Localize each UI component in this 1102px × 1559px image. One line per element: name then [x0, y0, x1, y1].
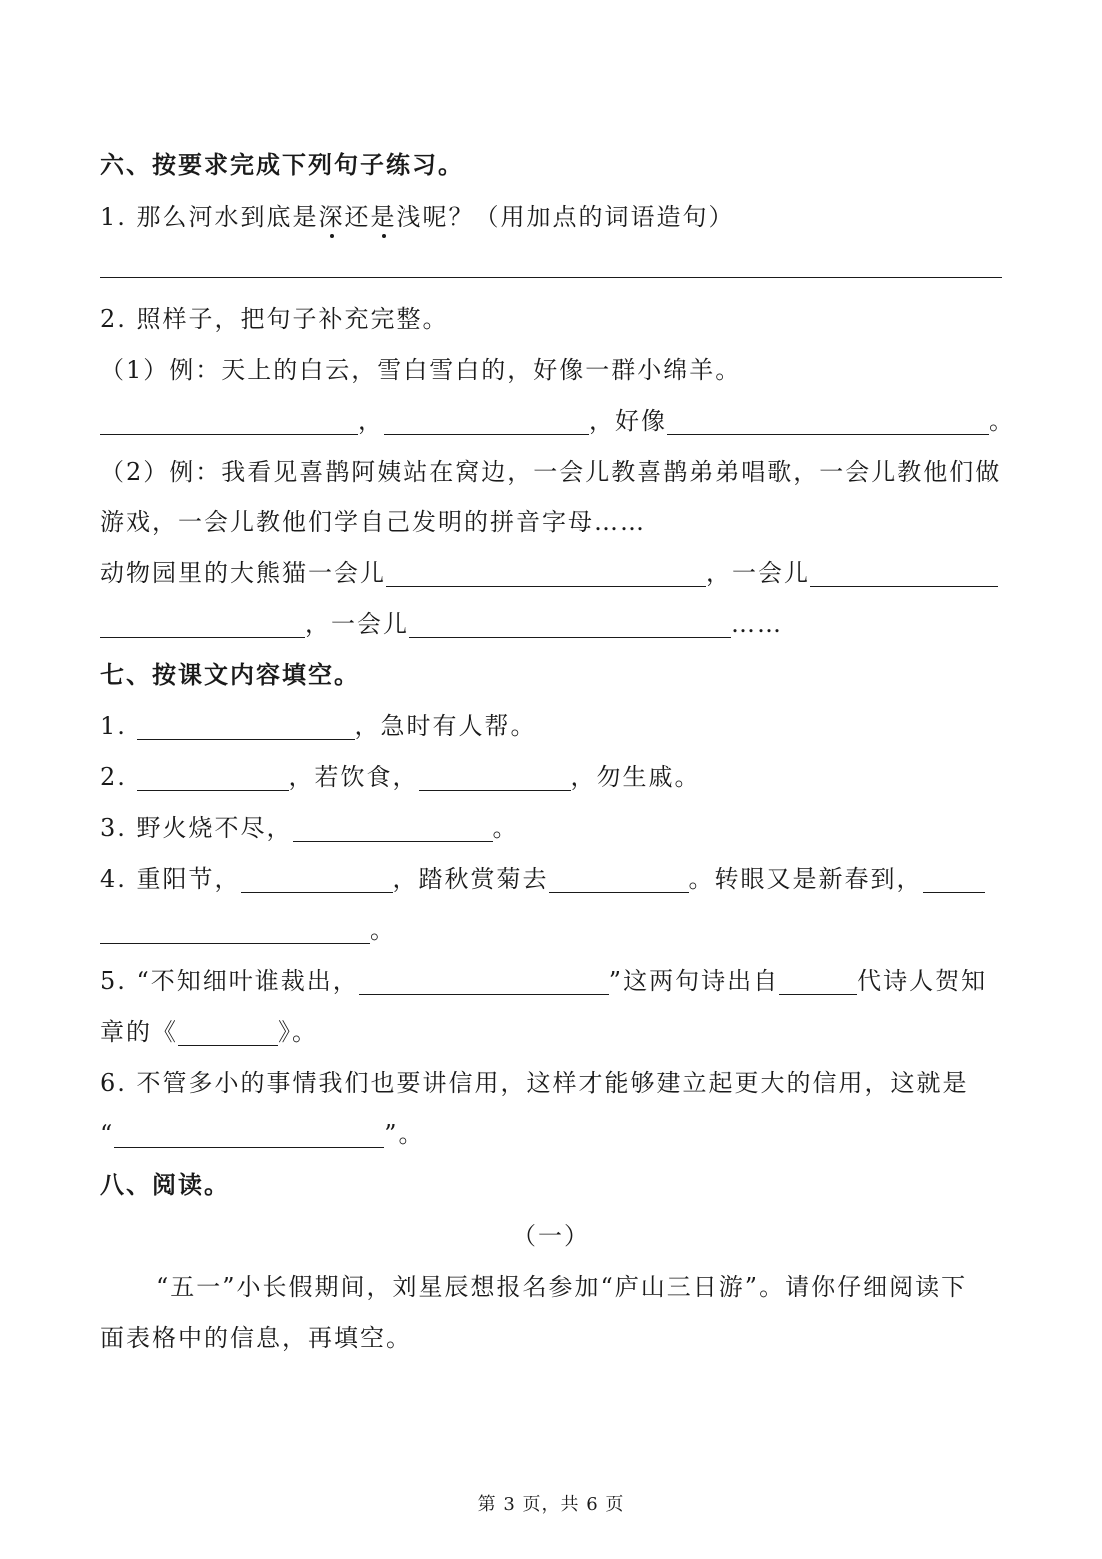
s7-q5-line2-pre: 章的《: [100, 1018, 178, 1046]
blank-input[interactable]: [923, 866, 985, 893]
section8-subheading: （一）: [512, 1222, 590, 1250]
s6-q2-2-example-line2: 游戏，一会儿教他们学自己发明的拼音字母……: [100, 508, 646, 536]
s7-q2-end: ，勿生戚。: [570, 763, 701, 791]
blank-input[interactable]: [384, 408, 589, 435]
s6-q2-2-fill-mid: ，一会儿: [706, 559, 810, 587]
s6-q1-answer-line[interactable]: [100, 277, 1002, 278]
blank-input[interactable]: [667, 408, 989, 435]
s6-q2-2-fill-line2: [100, 607, 1002, 641]
section7-heading: 七、按课文内容填空。: [100, 660, 360, 689]
s6-q2-1-end: 。: [989, 407, 1015, 435]
s7-q2: [100, 760, 1002, 794]
blank-input[interactable]: [137, 764, 289, 791]
s6-q2-2-fill-line1: [100, 556, 1002, 590]
blank-input[interactable]: [100, 408, 358, 435]
section8-para-line2: 面表格中的信息，再填空。: [100, 1324, 412, 1352]
section6-heading: 六、按要求完成下列句子练习。: [100, 150, 464, 179]
blank-input[interactable]: [137, 713, 355, 740]
s7-q2-num: 2.: [100, 763, 127, 791]
page-footer: 第 3 页，共 6 页: [477, 1494, 625, 1515]
s6-q1: [100, 200, 1002, 234]
s7-q5-pre: 5. “不知细叶谁裁出，: [100, 967, 359, 995]
s7-q2-mid: ，若饮食，: [288, 763, 419, 791]
s6-q1-dotted-word: 是: [371, 200, 397, 234]
s6-q1-pre: 1. 那么河水到底是: [100, 203, 319, 231]
s7-q5-line1: [100, 964, 1002, 998]
s7-q3: [100, 811, 1002, 845]
blank-input[interactable]: [100, 611, 305, 638]
s7-q4-pre: 4. 重阳节，: [100, 865, 241, 893]
s6-q2-1-sep1: ，: [358, 407, 384, 435]
s6-q2-2-fill-end: ……: [731, 610, 783, 638]
s7-q5-mid2: 代诗人贺知: [857, 967, 988, 995]
blank-input[interactable]: [549, 866, 689, 893]
s6-q2-title: 2. 照样子，把句子补充完整。: [100, 305, 449, 333]
s6-q1-mid: 浅: [396, 203, 423, 231]
s7-q4-mid2: 。转眼又是新春到，: [688, 865, 923, 893]
s7-q6-open-quote: “: [100, 1120, 115, 1148]
section8-heading: 八、阅读。: [100, 1170, 230, 1199]
s6-q2-2-fill-mid2: ，一会儿: [305, 610, 409, 638]
s6-q2-1-example: （1）例：天上的白云，雪白雪白的，好像一群小绵羊。: [100, 356, 742, 384]
s6-q1-post: 呢？（用加点的词语造句）: [422, 203, 735, 231]
s7-q5-line2: [100, 1015, 1002, 1049]
blank-input[interactable]: [419, 764, 571, 791]
s6-q2-2-example-line1: （2）例：我看见喜鹊阿姨站在窝边，一会儿教喜鹊弟弟唱歌，一会儿教他们做: [100, 458, 1002, 486]
s7-q6-line1: 6. 不管多小的事情我们也要讲信用，这样才能够建立起更大的信用，这就是: [100, 1069, 969, 1097]
s7-q1-text: ，急时有人帮。: [354, 712, 537, 740]
blank-input[interactable]: [114, 1121, 384, 1148]
s6-q2-1-sep2: ，好像: [589, 407, 667, 435]
s7-q4-mid: ，踏秋赏菊去: [392, 865, 549, 893]
s7-q4-end: 。: [370, 916, 396, 944]
s6-q1-dotted-word: 深: [319, 200, 345, 234]
blank-input[interactable]: [810, 560, 998, 587]
s7-q5-mid: ”这两句诗出自: [608, 967, 780, 995]
blank-input[interactable]: [359, 968, 609, 995]
blank-input[interactable]: [293, 815, 493, 842]
blank-input[interactable]: [779, 968, 857, 995]
s7-q3-pre: 3. 野火烧不尽，: [100, 814, 293, 842]
s7-q4-line2: [100, 913, 1002, 947]
s7-q4-line1: [100, 862, 1002, 896]
blank-input[interactable]: [100, 917, 370, 944]
s7-q5-line2-end: 》。: [278, 1018, 318, 1046]
blank-input[interactable]: [386, 560, 706, 587]
s7-q6-close-quote: ”。: [384, 1120, 425, 1148]
s7-q1-num: 1.: [100, 712, 127, 740]
section8-para-line1: “五一”小长假期间，刘星辰想报名参加“庐山三日游”。请你仔细阅读下: [156, 1273, 968, 1301]
blank-input[interactable]: [241, 866, 393, 893]
s6-q2-2-fill-pre: 动物园里的大熊猫一会儿: [100, 559, 386, 587]
blank-input[interactable]: [178, 1019, 278, 1046]
s7-q3-end: 。: [492, 814, 519, 842]
s6-q1-mid: 还: [344, 203, 371, 231]
s6-q2-1-fill: [100, 404, 1015, 438]
s7-q6-line2: [100, 1117, 1002, 1151]
blank-input[interactable]: [409, 611, 731, 638]
s7-q1: [100, 709, 1002, 743]
